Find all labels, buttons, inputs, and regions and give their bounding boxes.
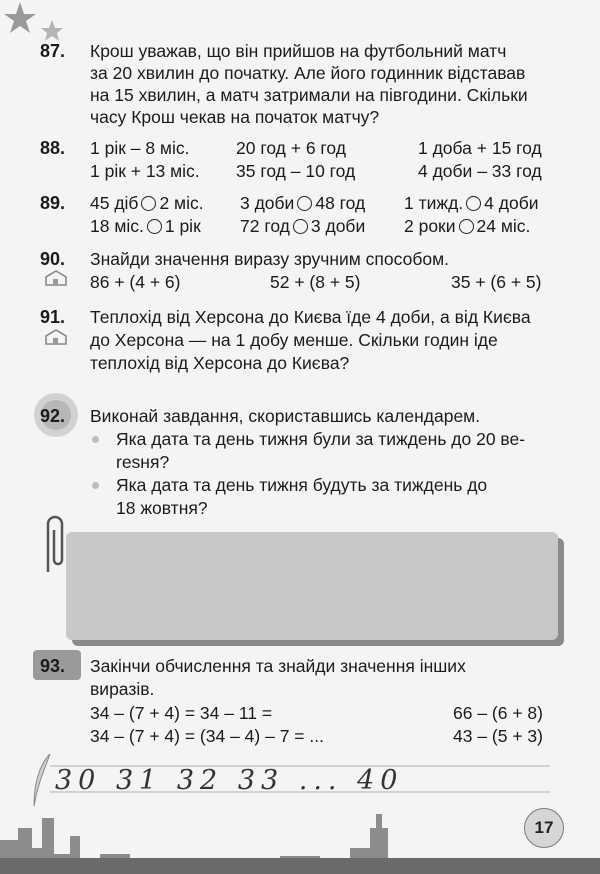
task-87-line: за 20 хвилин до початку. Але його годинник відставав: [90, 63, 526, 83]
task-92-number: 92.: [40, 406, 66, 426]
compare-circle-icon: [293, 219, 308, 234]
task-93-line: Закінчи обчислення та знайди значення інших: [90, 656, 466, 676]
task-90-number: 90.: [40, 249, 66, 269]
task-88-expr: 20 год + 6 год: [236, 138, 346, 158]
paperclip-icon: [36, 512, 66, 576]
compare-circle-icon: [466, 196, 481, 211]
home-task-icon: [44, 329, 68, 345]
task-88-expr: 1 рік + 13 міс.: [90, 161, 200, 181]
task-93-expr: 43 – (5 + 3): [453, 726, 543, 746]
rule-box: [66, 532, 558, 640]
task-93-line: виразів.: [90, 679, 155, 699]
compare-circle-icon: [459, 219, 474, 234]
task-91-line: Теплохід від Херсона до Києва їде 4 доби, а від Києва: [90, 307, 531, 327]
task-89-comparison: 3 доби 48 год: [240, 193, 366, 213]
task-87-line: Крош уважав, що він прийшов на футбольний матч: [90, 41, 507, 61]
task-92-bullet-2: Яка дата та день тижня будуть за тиждень до: [116, 475, 488, 495]
task-88-number: 88.: [40, 138, 66, 158]
task-92-text: Виконай завдання, скориставшись календарем.: [90, 406, 481, 426]
task-87-line: на 15 хвилин, а матч затримали на півгодини. Скільки: [90, 85, 528, 105]
task-92-bullet-2-cont: 18 жовтня?: [116, 498, 208, 518]
bullet-icon: [92, 436, 99, 443]
task-91-line: до Херсона — на 1 добу менше. Скільки годин іде: [90, 330, 498, 350]
task-87-number: 87.: [40, 41, 66, 61]
task-89-comparison: 72 год 3 доби: [240, 216, 366, 236]
task-87-line: часу Крош чекав на початок матчу?: [90, 107, 380, 127]
page-number: 17: [524, 808, 564, 848]
task-90-expr: 52 + (8 + 5): [270, 272, 361, 292]
task-90-expr: 35 + (6 + 5): [451, 272, 542, 292]
task-88-expr: 1 доба + 15 год: [418, 138, 542, 158]
task-89-comparison: 1 тижд. 4 доби: [404, 193, 539, 213]
task-92-bullet-1-cont: resня?: [116, 452, 170, 472]
compare-circle-icon: [297, 196, 312, 211]
task-88-expr: 35 год – 10 год: [236, 161, 356, 181]
task-90-text: Знайди значення виразу зручним способом.: [90, 249, 449, 269]
task-88-expr: 4 доби – 33 год: [418, 161, 542, 181]
task-93-expr: 66 – (6 + 8): [453, 703, 543, 723]
task-90-expr: 86 + (4 + 6): [90, 272, 181, 292]
handwriting-sample: 30 31 32 33 ... 40: [55, 765, 404, 796]
task-88-expr: 1 рік – 8 міс.: [90, 138, 190, 158]
task-93-number: 93.: [40, 656, 66, 676]
task-89-comparison: 45 діб 2 міс.: [90, 193, 204, 213]
compare-circle-icon: [147, 219, 162, 234]
task-91-line: теплохід від Херсона до Києва?: [90, 353, 350, 373]
compare-circle-icon: [141, 196, 156, 211]
task-91-number: 91.: [40, 307, 66, 327]
task-93-expr: 34 – (7 + 4) = 34 – 11 =: [90, 703, 273, 723]
task-93-expr: 34 – (7 + 4) = (34 – 4) – 7 = ...: [90, 726, 324, 746]
home-task-icon: [44, 270, 68, 286]
task-89-comparison: 2 роки 24 міс.: [404, 216, 531, 236]
task-89-comparison: 18 міс. 1 рік: [90, 216, 201, 236]
task-89-number: 89.: [40, 193, 66, 213]
writing-lines: [50, 762, 550, 796]
bullet-icon: [92, 482, 99, 489]
task-92-bullet-1: Яка дата та день тижня були за тиждень до 20 ве-: [116, 429, 526, 449]
city-skyline-decoration: [0, 800, 600, 874]
